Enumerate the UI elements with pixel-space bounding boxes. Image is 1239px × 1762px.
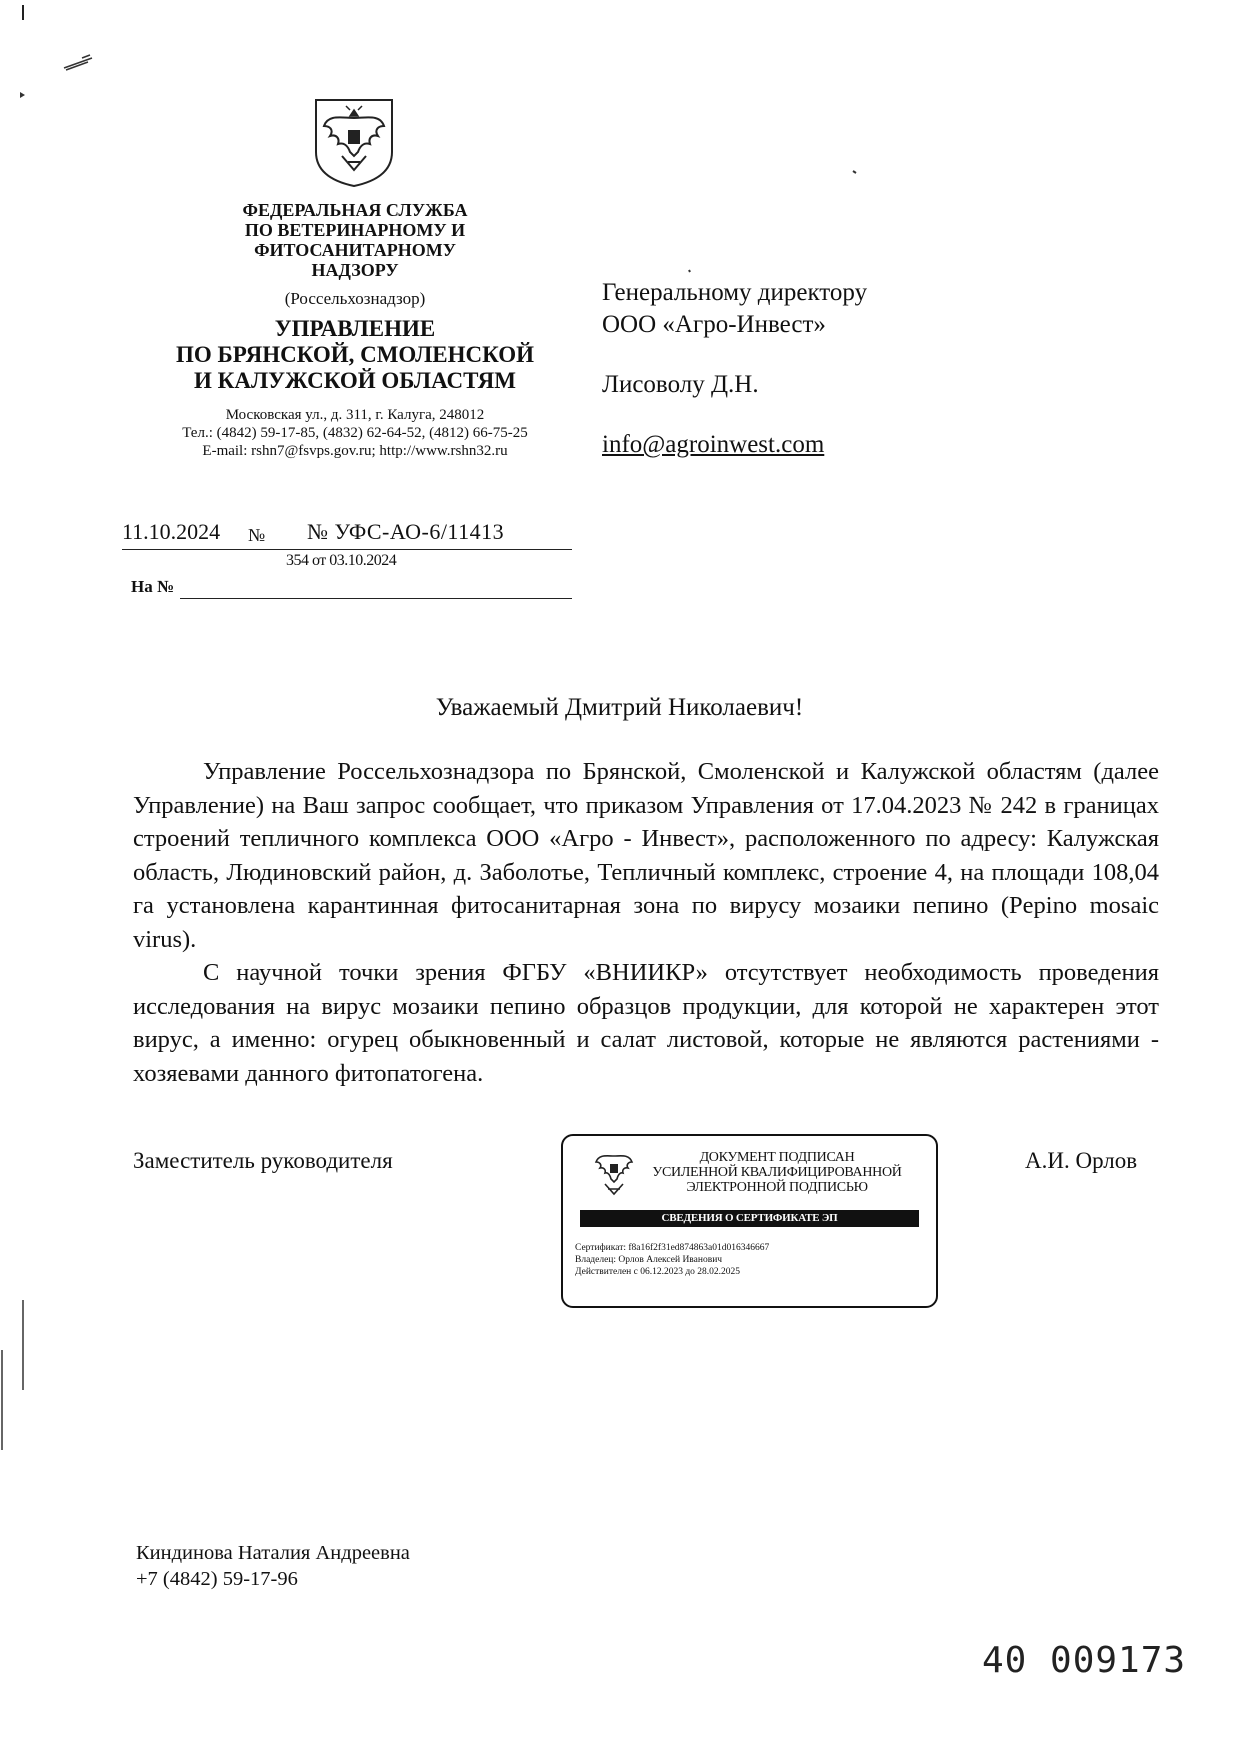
recipient-company: ООО «Агро-Инвест» (602, 311, 826, 338)
agency-name (120, 200, 590, 280)
sender-address: Московская ул., д. 311, г. Калуга, 248012 (225, 407, 485, 423)
electronic-signature-stamp (561, 1134, 938, 1308)
stamp-title-line: ДОКУМЕНТ ПОДПИСАН (699, 1150, 855, 1165)
body-paragraph: С научной точки зрения ФГБУ «ВНИИКР» отсутствует необходимость проведения исследования на вирус мозаики пепино образцов продукции, для которой не характерен этот вирус, а именно: огурец обыкновенный и салат листовой, которые не являются растениями - хозяевами данного фитопатогена. (133, 959, 1159, 1087)
agency-abbreviation: (Россельхознадзор) (284, 289, 426, 308)
sender-phones: Тел.: (4842) 59-17-85, (4832) 62-64-52, (4812) 66-75-25 (182, 425, 528, 441)
page-code: 40 009173 (982, 1640, 1187, 1681)
signatory-position: Заместитель руководителя (133, 1148, 393, 1173)
stamp-title-line: ЭЛЕКТРОННОЙ ПОДПИСЬЮ (686, 1180, 868, 1195)
executor-block (136, 1540, 410, 1592)
stamp-certificate-header: СВЕДЕНИЯ О СЕРТИФИКАТЕ ЭП (580, 1210, 919, 1227)
recipient-email-link[interactable]: info@agroinwest.com (602, 431, 825, 458)
recipient-position: Генеральному директору (602, 279, 868, 306)
letter-body (133, 755, 1159, 1090)
recipient-block (602, 277, 867, 461)
registration-number-sign: № (248, 525, 266, 545)
reference-label: На № (131, 577, 175, 596)
reference-underline (180, 598, 572, 599)
stamp-certificate: Сертификат: f8a16f2f31ed874863a01d016346667 (575, 1243, 770, 1253)
branch-line: ПО БРЯНСКОЙ, СМОЛЕНСКОЙ (175, 342, 535, 367)
signatory-name: А.И. Орлов (1025, 1148, 1138, 1173)
executor-name: Киндинова Наталия Андреевна (136, 1542, 410, 1564)
agency-line: НАДЗОРУ (311, 260, 399, 280)
registration-number: № УФС-АО-6/11413 (307, 519, 505, 544)
registration-underline (122, 549, 572, 550)
executor-phone: +7 (4842) 59-17-96 (136, 1568, 298, 1590)
stamp-owner: Владелец: Орлов Алексей Иванович (575, 1255, 723, 1265)
branch-name (120, 316, 590, 394)
branch-line: И КАЛУЖСКОЙ ОБЛАСТЯМ (194, 368, 516, 393)
branch-line: УПРАВЛЕНИЕ (274, 316, 436, 341)
agency-line: ФИТОСАНИТАРНОМУ (254, 240, 456, 260)
recipient-name: Лисоволу Д.Н. (602, 371, 759, 398)
body-paragraph: Управление Россельхознадзора по Брянской, Смоленской и Калужской областям (далее Управление) на Ваш запрос сообщает, что приказом Управления от 17.04.2023 № 242 в границах строений тепличного комплекса ООО «Агро - Инвест», расположенного по адресу: Калужская область, Людиновский район, д. Заболотье, Тепличный комплекс, строение 4, на площади 108,04 га установлена карантинная фитосанитарная зона по вирусу мозаики пепино (Pepino mosaic virus). (133, 758, 1159, 953)
agency-line: ФЕДЕРАЛЬНАЯ СЛУЖБА (242, 200, 468, 220)
stamp-title-line: УСИЛЕННОЙ КВАЛИФИЦИРОВАННОЙ (652, 1165, 902, 1180)
greeting: Уважаемый Дмитрий Николаевич! (435, 694, 804, 721)
registration-sub-reference: 354 от 03.10.2024 (286, 552, 397, 569)
sender-contacts (120, 406, 590, 460)
registration-date: 11.10.2024 (122, 519, 221, 544)
sender-email-web: E-mail: rshn7@fsvps.gov.ru; http://www.rshn32.ru (202, 443, 508, 459)
stamp-title (627, 1150, 927, 1195)
stamp-details (575, 1242, 769, 1278)
coat-of-arms-emblem (312, 96, 396, 188)
stamp-validity: Действителен с 06.12.2023 до 28.02.2025 (575, 1267, 741, 1277)
agency-line: ПО ВЕТЕРИНАРНОМУ И (244, 220, 466, 240)
